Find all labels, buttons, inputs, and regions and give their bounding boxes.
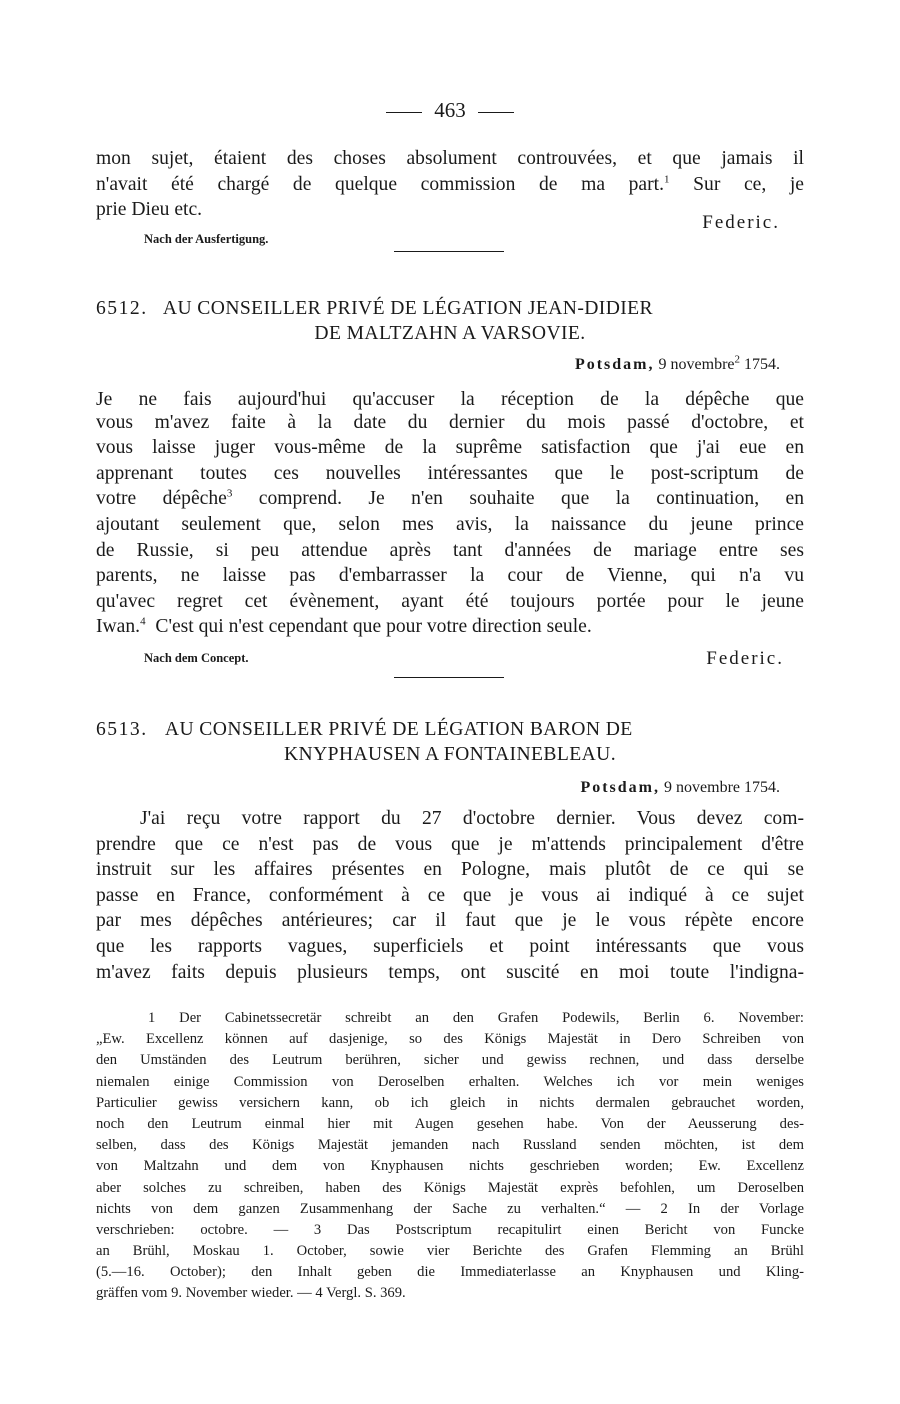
text-line: ajoutant seulement que, selon mes avis, la naissance du jeune prince (96, 513, 804, 535)
text-line: Je ne fais aujourd'hui qu'accuser la réception de la dépêche que (96, 389, 804, 410)
text-line: J'ai reçu votre rapport du 27 d'octobre dernier. Vous devez com- (140, 808, 804, 829)
text-line: n'avait été chargé de quelque commission de ma part.$^1$ Sur ce, je (96, 173, 804, 195)
text-line: par mes dépêches antérieures; car il faut que je le vous répète encore (96, 910, 804, 932)
text-line: m'avez faits depuis plusieurs temps, ont suscité en moi toute l'indigna- (96, 961, 804, 983)
text-line: votre dépêche$^3$ comprend. Je n'en souhaite que la continuation, en (96, 487, 804, 510)
letter-heading-6512 (96, 296, 804, 346)
section-rule (394, 677, 504, 678)
text-line: vous m'avez faite à la date du dernier du mois passé d'octobre, et (96, 411, 804, 433)
letter-number: 6513. (96, 719, 148, 740)
footnote-line: (5.—16. October); den Inhalt geben die Immediaterlasse an Knyphausen und Kling- (96, 1264, 804, 1281)
footnote-line: Particulier gewiss versichern kann, ob ich gleich in nichts dermalen gebrauchet worden, (96, 1094, 804, 1111)
footnote-ref: 3 (226, 487, 233, 500)
footnote-line: aber solches zu schreiben, haben des Königs Majestät exprès befohlen, um Deroselben (96, 1179, 804, 1196)
text-line: apprenant toutes ces nouvelles intéressantes que le post-scriptum de (96, 462, 804, 484)
page-number: 463 (434, 98, 466, 122)
text-line: instruit sur les affaires présentes en Pologne, mais plutôt de ce qui se (96, 859, 804, 881)
text-line: vous laisse juger vous-même de la suprême satisfaction que j'ai eue en (96, 437, 804, 459)
footnote-line: an Brühl, Moskau 1. October, sowie vier Berichte des Grafen Flemming an Brühl (96, 1243, 804, 1260)
footnote-line: noch den Leutrum einmal hier mit Augen gesehen habe. Von der Aeusserung des- (96, 1115, 804, 1132)
header-dash-right (478, 112, 514, 113)
text-line: prendre que ce n'est pas de vous que je m'attends principalement d'être (96, 833, 804, 855)
document-page (96, 0, 804, 1404)
footnote-line: gräffen vom 9. November wieder. — 4 Vergl. S. 369. (96, 1285, 406, 1302)
header-dash-left (386, 112, 422, 113)
source-note: Nach dem Concept. (144, 651, 249, 665)
text-line: passe en France, conformément à ce que je vous ai indiqué à ce sujet (96, 884, 804, 906)
footnote-line: selben, dass des Königs Majestät jemanden nach Russland senden möchten, ist dem (96, 1137, 804, 1154)
footnote-ref: 4 (140, 615, 146, 628)
dateline: Potsdam, 9 novembre 1754. (580, 779, 780, 796)
text-line: de Russie, si peu attendue après tant d'années de mariage entre ses (96, 539, 804, 561)
text-line: que les rapports vagues, superficiels et point intéressants que vous (96, 935, 804, 957)
footnotes (96, 1008, 804, 1305)
source-note: Nach der Ausfertigung. (144, 232, 269, 246)
letter-heading-6513 (96, 717, 804, 767)
letter-body-6513 (96, 806, 804, 985)
heading-line: AU CONSEILLER PRIVÉ DE LÉGATION JEAN-DIDIER (162, 298, 654, 319)
text-line: mon sujet, étaient des choses absolument controuvées, et que jamais il (96, 148, 804, 169)
signature: Federic. (706, 648, 784, 669)
footnote-line: „Ew. Excellenz können auf dasjenige, so des Königs Majestät in Dero Schreiben von (96, 1031, 804, 1048)
footnote-line: von Maltzahn und dem von Knyphausen nichts geschrieben worden; Ew. Excellenz (96, 1158, 804, 1175)
footnote-line: niemalen einige Commission von Deroselben erhalten. Welches ich vor mein weniges (96, 1073, 804, 1090)
prev-letter-text (96, 146, 804, 223)
text-line: qu'avec regret cet évènement, ayant été toujours portée pour le jeune (96, 590, 804, 612)
section-rule (394, 251, 504, 252)
footnote-line: verschrieben: octobre. — 3 Das Postscriptum recapitulirt einen Bericht von Funcke (96, 1221, 804, 1238)
heading-line: KNYPHAUSEN A FONTAINEBLEAU. (284, 744, 616, 765)
footnote-line: nichts von dem ganzen Zusammenhang der Sache zu verhalten.“ — 2 In der Vorlage (96, 1200, 804, 1217)
letter-number: 6512. (96, 298, 148, 319)
text-line: Iwan.$^4$ C'est qui n'est cependant que pour votre direction seule. (96, 615, 592, 638)
footnote-line: 1 Der Cabinetssecretär schreibt an den Grafen Podewils, Berlin 6. November: (148, 1010, 804, 1026)
text-line: parents, ne laisse pas d'embarrasser la cour de Vienne, qui n'a vu (96, 565, 804, 587)
footnote-ref: 2 (734, 353, 740, 366)
heading-line: AU CONSEILLER PRIVÉ DE LÉGATION BARON DE (164, 719, 633, 740)
letter-body-6512 (96, 384, 804, 640)
dateline: Potsdam, 9 novembre$^2$ 1754. (574, 353, 780, 373)
page-header (96, 98, 804, 123)
signature: Federic. (702, 212, 780, 233)
heading-line: DE MALTZAHN A VARSOVIE. (314, 323, 586, 344)
footnote-line: den Umständen des Leutrum berühren, sicher und gewiss rechnen, und dass derselbe (96, 1052, 804, 1069)
footnote-ref: 1 (664, 173, 670, 186)
text-line: prie Dieu etc. (96, 199, 203, 221)
